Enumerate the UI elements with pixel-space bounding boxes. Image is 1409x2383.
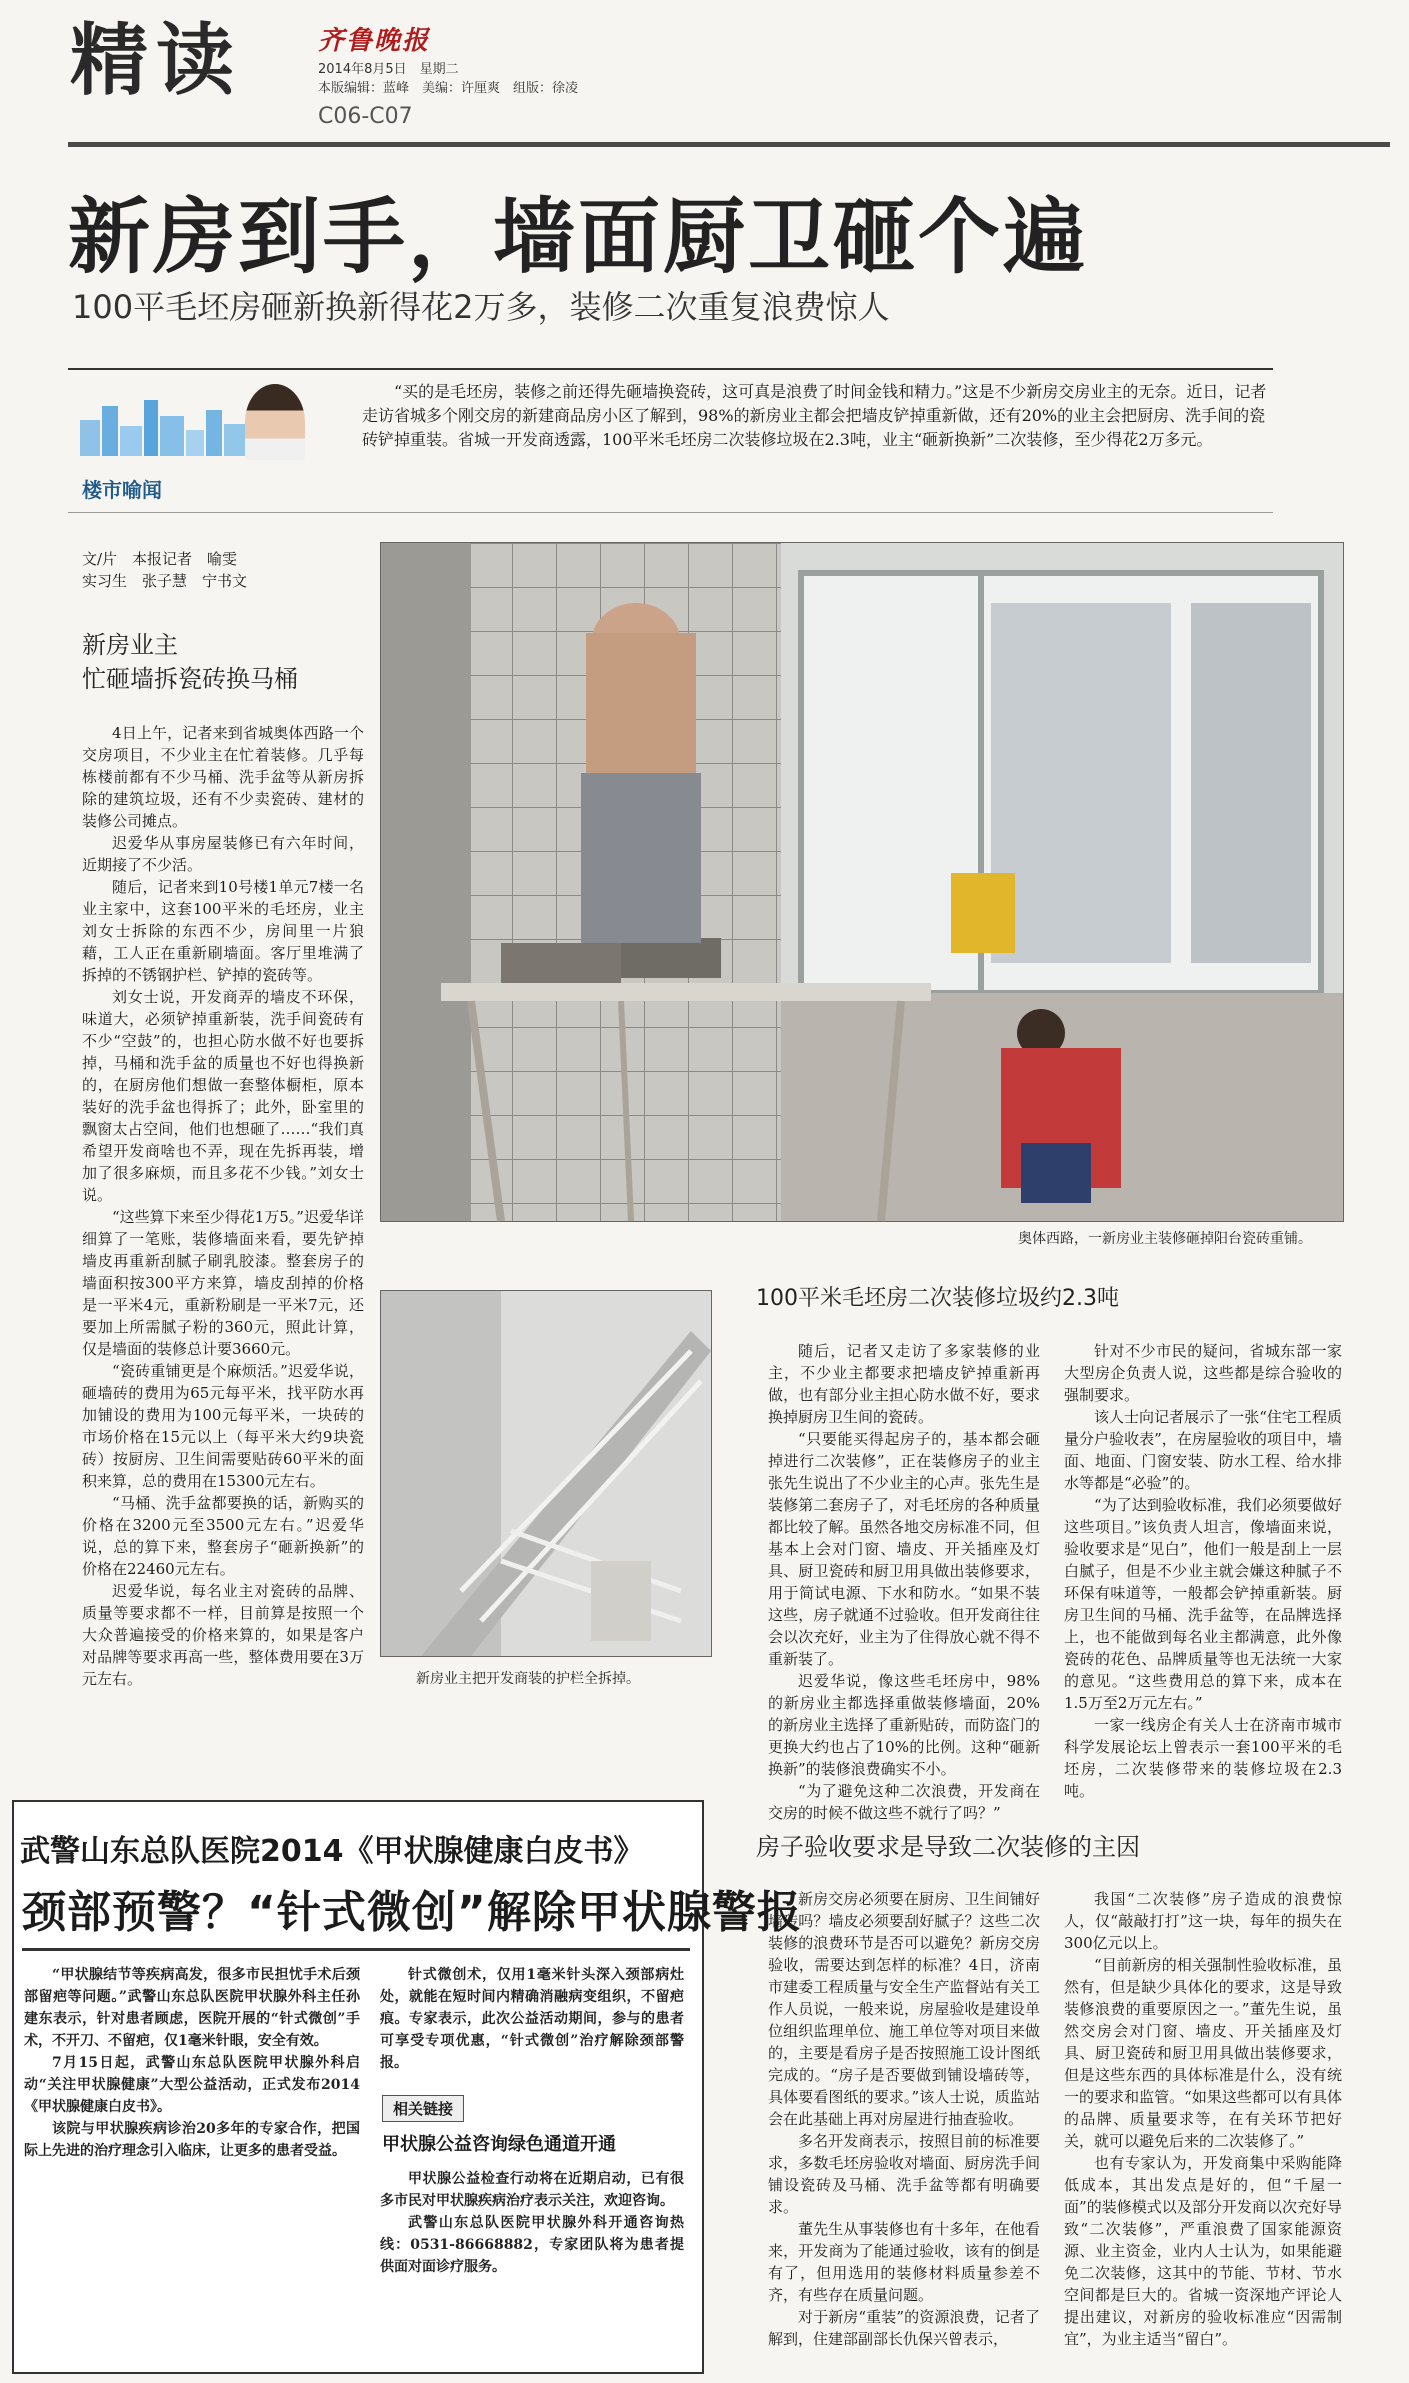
date-line: 2014年8月5日 星期二 <box>318 62 459 77</box>
page-range: C06-C07 <box>318 104 413 129</box>
columnist-avatar <box>245 384 305 460</box>
paragraph: 刘女士说，开发商弄的墙皮不环保，味道大，必须铲掉重新装，洗手间瓷砖有不少“空鼓”的，也担心防水做不好也要拆掉，马桶和洗手盆的质量也不好也得换新的，在厨房他们想做一套整体橱柜，原本装好的洗手盆也得拆了；此外，卧室里的飘窗太占空间，他们也想砸了……“我们真希望开发商啥也不弄，现在先拆再装，增加了很多麻烦，而且多花不少钱。”刘女士说。 <box>82 988 364 1204</box>
ad-title: 武警山东总队医院2014《甲状腺健康白皮书》 <box>20 1834 644 1869</box>
paragraph: 针式微创术，仅用1毫米针头深入颈部病灶处，就能在短时间内精确消融病变组织，不留疤痕。专家表示，此次公益活动期间，参与的患者可享受专项优惠，“针式微创”治疗解除颈部警报。 <box>380 1967 684 2071</box>
paragraph: 多名开发商表示，按照目前的标准要求，多数毛坯房验收对墙面、厨房洗手间铺设瓷砖及马桶、洗手盆等都有明确要求。 <box>768 2132 1040 2216</box>
paragraph: 该院与甲状腺疾病诊治20多年的专家合作，把国际上先进的治疗理念引入临床，让更多的患者受益。 <box>24 2121 360 2159</box>
paragraph: 甲状腺公益检查行动将在近期启动，已有很多市民对甲状腺疾病治疗表示关注，欢迎咨询。 <box>380 2171 684 2209</box>
section1-heading-line1: 新房业主 <box>82 631 178 659</box>
newspaper-masthead: 齐鲁晚报 <box>318 26 431 56</box>
issue-meta <box>318 60 578 98</box>
ad-rule <box>22 1948 690 1951</box>
section-title: 精读 <box>70 16 243 106</box>
ad-col2 <box>380 1964 684 2084</box>
byline <box>82 548 247 592</box>
section2-heading: 100平米毛坯房二次装修垃圾约2.3吨 <box>756 1286 1119 1311</box>
paragraph: 迟爱华说，像这些毛坯房中，98%的新房业主都选择重做装修墙面，20%的新房业主选择了重新贴砖，而防盗门的更换大约也占了10%的比例。这种“砸新换新”的装修浪费确实不小。 <box>768 1672 1040 1778</box>
section1-heading <box>82 628 362 696</box>
railing-photo-image <box>381 1291 711 1656</box>
editor-line: 本版编辑：蓝峰 美编：许厘爽 组版：徐凌 <box>318 81 579 96</box>
paragraph: 随后，记者来到10号楼1单元7楼一名业主家中，这套100平米的毛坯房，业主刘女士拆除的东西不少，房间里一片狼藉，工人正在重新刷墙面。客厅里堆满了拆掉的不锈钢护栏、铲掉的瓷砖等。 <box>82 878 364 984</box>
ad-col3 <box>380 2168 684 2358</box>
ad-related-link-tag: 相关链接 <box>382 2095 464 2122</box>
paragraph: “为了达到验收标准，我们必须要做好这些项目。”该负责人坦言，像墙面来说，验收要求是“见白”，他们一般是刮上一层白腻子，但是不少业主就会嫌这种腻子不环保有味道等，一般都会铲掉重新装。厨房卫生间的马桶、洗手盆等，在品牌选择上，也不能做到每名业主都满意，此外像瓷砖的花色、品牌质量等也无法统一大家的意见。“这些费用总的算下来，成本在1.5万至2万元左右。” <box>1064 1496 1342 1712</box>
paragraph: 迟爱华从事房屋装修已有六年时间，近期接了不少活。 <box>82 834 364 874</box>
paragraph: 董先生从事装修也有十多年，在他看来，开发商为了能通过验收，该有的倒是有了，但用选用的装修材料质量参差不齐，有些存在质量问题。 <box>768 2220 1040 2304</box>
paragraph: “为了避免这种二次浪费，开发商在交房的时候不做这些不就行了吗？” <box>768 1782 1040 1822</box>
section3-col1 <box>768 1888 1040 2368</box>
railing-photo <box>380 1290 712 1657</box>
section3-col2 <box>1064 1888 1342 2368</box>
byline-reporter: 文/片 本报记者 喻雯 <box>82 550 238 568</box>
paragraph: 也有专家认为，开发商集中采购能降低成本，其出发点是好的，但“千屋一面”的装修模式以及部分开发商以次充好导致“二次装修”，严重浪费了国家能源资源、业主资金，业内人士认为，如果能避免二次装修，这其中的节能、节材、节水空间都是巨大的。省城一资深地产评论人提出建议，对新房的验收标准应“因需制宜”，为业主适当“留白”。 <box>1064 2154 1342 2348</box>
paragraph: 迟爱华说，每名业主对瓷砖的品牌、质量等要求都不一样，目前算是按照一个大众普遍接受的价格来算的，如果是客户对品牌等要求再高一些，整体费用要在3万元左右。 <box>82 1582 364 1688</box>
paragraph: 新房交房必须要在厨房、卫生间铺好墙砖吗？墙皮必须要刮好腻子？这些二次装修的浪费环节是否可以避免？新房交房验收，需要达到怎样的标准？4日，济南市建委工程质量与安全生产监督站有关工作人员说，一般来说，房屋验收是建设单位组织监理单位、施工单位等对项目来做的，主要是看房子是否按照施工设计图纸完成的。“房子是否要做到铺设墙砖等，具体要看图纸的要求。”该人士说，质监站会在此基础上再对房屋进行抽查验收。 <box>768 1890 1040 2128</box>
header-rule <box>68 142 1390 147</box>
paragraph: “甲状腺结节等疾病高发，很多市民担忧手术后颈部留疤等问题。”武警山东总队医院甲状腺外科主任孙建东表示，针对患者顾虑，医院开展的“针式微创”手术，不开刀、不留疤，仅1毫米针眼，安全有效。 <box>24 1967 360 2049</box>
section1-body <box>82 722 364 1782</box>
intro-text: “买的是毛坯房，装修之前还得先砸墙换瓷砖，这可真是浪费了时间金钱和精力。”这是不少新房交房业主的无奈。近日，记者走访省城多个刚交房的新建商品房小区了解到，98%的新房业主都会把墙皮铲掉重新做，还有20%的业主会把厨房、洗手间的瓷砖铲掉重装。省城一开发商透露，100平米毛坯房二次装修垃圾在2.3吨，业主“砸新换新”二次装修，至少得花2万多元。 <box>362 382 1267 449</box>
section1-heading-line2: 忙砸墙拆瓷砖换马桶 <box>82 665 298 693</box>
photo1-caption: 奥体西路，一新房业主装修砸掉阳台瓷砖重铺。 <box>1018 1231 1312 1247</box>
byline-interns: 实习生 张子慧 宁书文 <box>82 572 248 590</box>
paragraph: “这些算下来至少得花1万5。”迟爱华详细算了一笔账，装修墙面来看，要先铲掉墙皮再重新刮腻子刷乳胶漆。整套房子的墙面积按300平方来算，墙皮刮掉的价格是一平米4元，重新粉刷是一平米7元，还要加上所需腻子粉的360元，照此计算，仅是墙面的装修总计要3660元。 <box>82 1208 364 1358</box>
paragraph: “目前新房的相关强制性验收标准，虽然有，但是缺少具体化的要求，这是导致装修浪费的重要原因之一。”董先生说，虽然交房会对门窗、墙皮、开关插座及灯具、厨卫瓷砖和厨卫用具做出装修要求，但是这些东西的具体标准是什么，没有统一的要求和监管。“如果这些都可以有具体的品牌、质量要求等，在有关环节把好关，就可以避免后来的二次装修了。” <box>1064 1956 1342 2150</box>
renovation-photo <box>380 542 1344 1222</box>
paragraph: 对于新房“重装”的资源浪费，记者了解到，住建部副部长仇保兴曾表示， <box>768 2308 1040 2348</box>
photo2-caption: 新房业主把开发商装的护栏全拆掉。 <box>416 1671 640 1687</box>
ad-subheading: 甲状腺公益咨询绿色通道开通 <box>382 2134 616 2155</box>
section3-heading: 房子验收要求是导致二次装修的主因 <box>756 1833 1140 1861</box>
paragraph: 随后，记者又走访了多家装修的业主，不少业主都要求把墙皮铲掉重新再做，也有部分业主担心防水做不好，要求换掉厨房卫生间的瓷砖。 <box>768 1342 1040 1426</box>
renovation-photo-image <box>381 543 1343 1221</box>
section2-col1 <box>768 1340 1040 1822</box>
paragraph: “只要能买得起房子的，基本都会砸掉进行二次装修”，正在装修房子的业主张先生说出了不少业主的心声。张先生是装修第二套房子了，对毛坯房的各种质量都比较了解。虽然各地交房标准不同，但基本上会对门窗、墙皮、开关插座及灯具、厨卫瓷砖和厨卫用具做出装修要求，用于简试电源、下水和防水。“如果不装这些，房子就通不过验收。但开发商往往会以次充好，业主为了住得放心就不得不重新装了。 <box>768 1430 1040 1668</box>
paragraph: 该人士向记者展示了一张“住宅工程质量分户验收表”，在房屋验收的项目中，墙面、地面、门窗安装、防水工程、给水排水等都是“必验”的。 <box>1064 1408 1342 1492</box>
column-name: 楼市喻闻 <box>82 478 162 502</box>
paragraph: “马桶、洗手盆都要换的话，新购买的价格在3200元至3500元左右。”迟爱华说，总的算下来，整套房子“砸新换新”的价格在22460元左右。 <box>82 1494 364 1578</box>
ad-headline: 颈部预警？“针式微创”解除甲状腺警报 <box>22 1887 802 1938</box>
paragraph: 一家一线房企有关人士在济南市城市科学发展论坛上曾表示一套100平米的毛坯房，二次装修带来的装修垃圾在2.3吨。 <box>1064 1716 1342 1800</box>
paragraph: 4日上午，记者来到省城奥体西路一个交房项目，不少业主在忙着装修。几乎每栋楼前都有不少马桶、洗手盆等从新房拆除的建筑垃圾，还有不少卖瓷砖、建材的装修公司摊点。 <box>82 724 364 830</box>
section2-col2 <box>1064 1340 1342 1800</box>
paragraph: 我国“二次装修”房子造成的浪费惊人，仅“敲敲打打”这一块，每年的损失在300亿元以上。 <box>1064 1890 1342 1952</box>
ad-col1 <box>24 1964 360 2360</box>
paragraph: “瓷砖重铺更是个麻烦活。”迟爱华说，砸墙砖的费用为65元每平米，找平防水再加铺设的费用为100元每平米，一块砖的市场价格在15元以上（每平米大约9块瓷砖）按厨房、卫生间需要贴砖60平米的面积来算，总的费用在15300元左右。 <box>82 1362 364 1490</box>
subheadline: 100平毛坯房砸新换新得花2万多，装修二次重复浪费惊人 <box>72 288 890 326</box>
paragraph: 武警山东总队医院甲状腺外科开通咨询热线：0531-86668882，专家团队将为患者提供面对面诊疗服务。 <box>380 2215 684 2275</box>
headline: 新房到手，墙面厨卫砸个遍 <box>68 190 1089 285</box>
paragraph: 针对不少市民的疑问，省城东部一家大型房企负责人说，这些都是综合验收的强制要求。 <box>1064 1342 1342 1404</box>
paragraph: 7月15日起，武警山东总队医院甲状腺外科启动“关注甲状腺健康”大型公益活动，正式发布2014《甲状腺健康白皮书》。 <box>24 2055 360 2115</box>
